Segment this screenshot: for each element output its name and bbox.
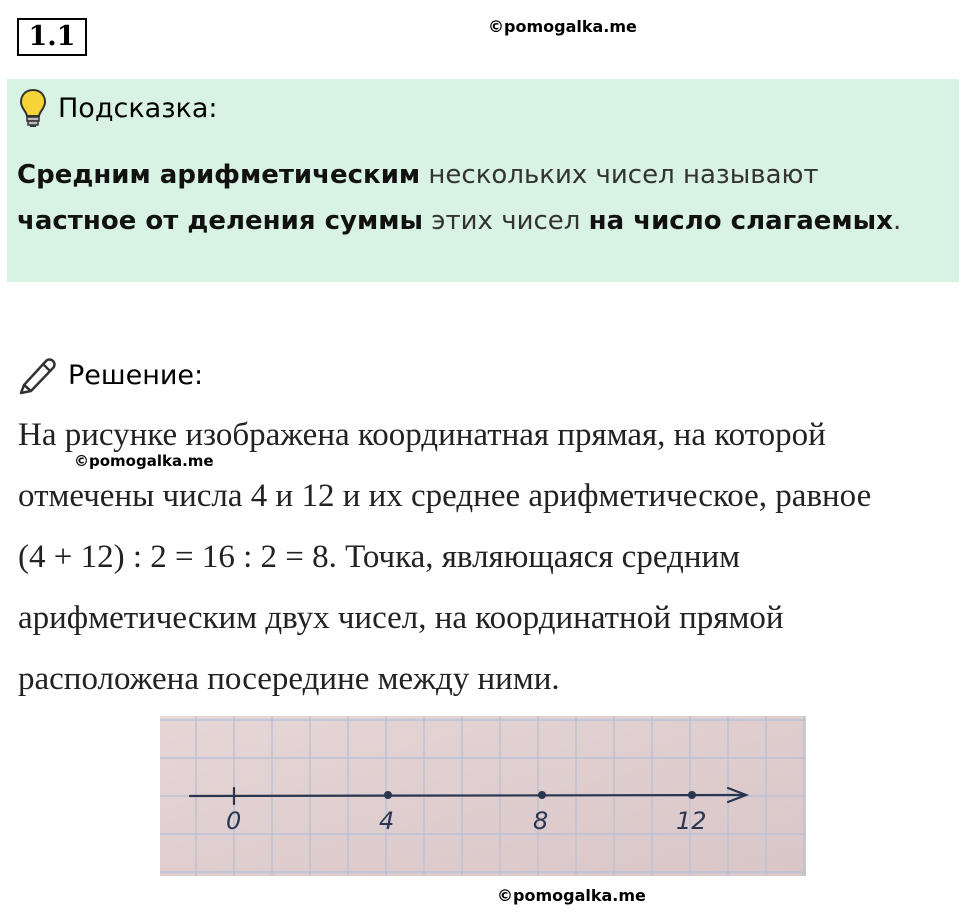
tick-label-4: 4 [379, 807, 395, 835]
solution-text [18, 405, 953, 710]
point-4 [384, 791, 392, 799]
hint-bold-term: на число слагаемых [588, 206, 893, 236]
hint-header [20, 88, 218, 128]
pencil-icon [18, 355, 60, 395]
tick-label-0: 0 [226, 807, 242, 835]
tick-label-8: 8 [533, 807, 549, 835]
watermark-middle: ©pomogalka.me [74, 452, 214, 470]
solution-line: расположена посередине между ними. [18, 661, 560, 697]
hint-title: Подсказка: [58, 92, 218, 124]
hint-text-part: . [892, 206, 902, 236]
task-number: 1.1 [17, 18, 87, 56]
tick-label-12: 12 [676, 807, 707, 835]
watermark-top: ©pomogalka.me [488, 17, 637, 36]
solution-title: Решение: [68, 359, 204, 391]
point-8 [538, 791, 546, 799]
solution-line: арифметическим двух чисел, на координатной прямой [18, 600, 784, 636]
hint-line-2 [17, 198, 947, 244]
hint-bold-term: Средним арифметическим [17, 160, 421, 190]
hint-text [17, 152, 947, 244]
hint-line-1 [17, 152, 947, 198]
hint-text-part: нескольких чисел называют [420, 160, 819, 190]
solution-line: (4 + 12) : 2 = 16 : 2 = 8. Точка, являющаяся средним [18, 539, 741, 575]
solution-line: На рисунке изображена координатная прямая, на которой [18, 417, 826, 453]
hint-bold-term: частное от деления суммы [17, 206, 423, 236]
point-12 [688, 791, 696, 799]
solution-header [18, 355, 203, 395]
hint-text-part: этих чисел [422, 206, 589, 236]
number-line-photo [160, 716, 806, 876]
watermark-bottom: ©pomogalka.me [497, 886, 646, 905]
lightbulb-icon [20, 88, 46, 128]
solution-line: отмечены числа 4 и 12 и их среднее арифметическое, равное [18, 478, 872, 514]
